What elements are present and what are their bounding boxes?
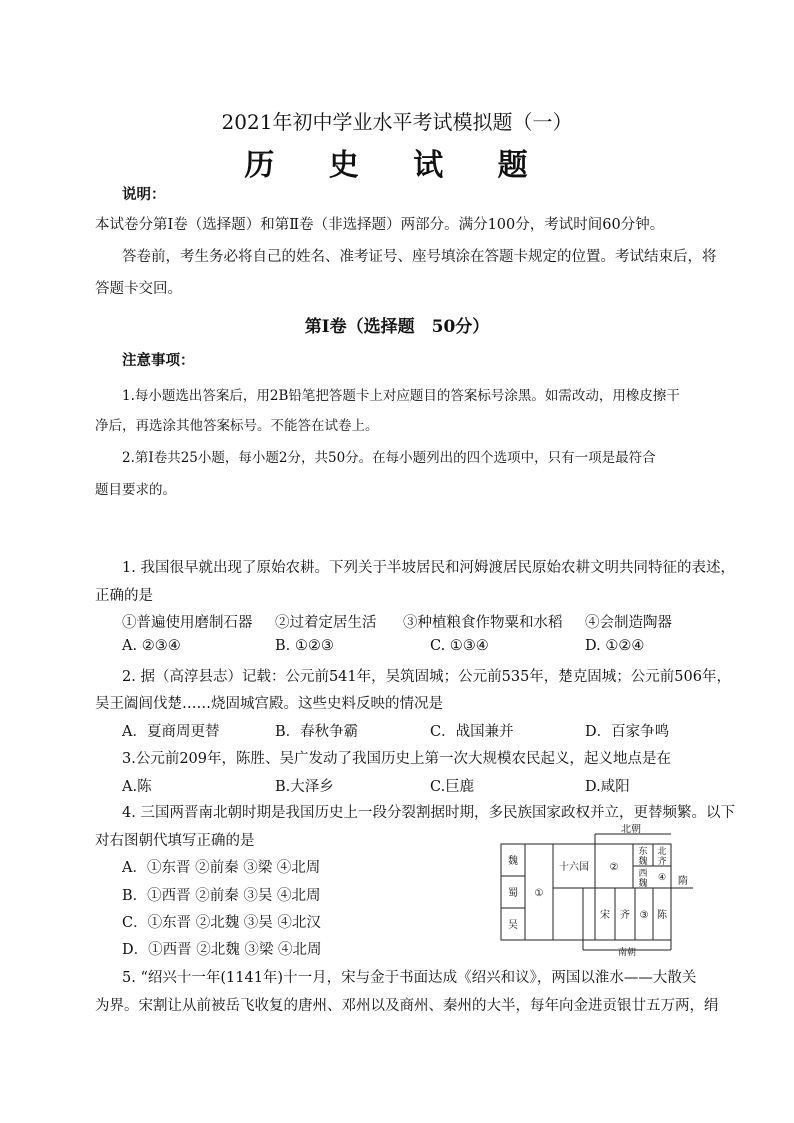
- q3-option-c[interactable]: C.巨鹿: [430, 779, 475, 795]
- q2-option-d[interactable]: D．百家争鸣: [585, 724, 670, 740]
- q4-option-b[interactable]: B．①西晋 ②前秦 ③吴 ④北周: [122, 888, 321, 904]
- q2-option-a[interactable]: A．夏商周更替: [122, 724, 220, 740]
- diagram-sui: 隋: [678, 876, 688, 887]
- q1-option-d[interactable]: D. ①②④: [585, 638, 645, 654]
- intro-line-1: 本试卷分第Ⅰ卷（选择题）和第Ⅱ卷（非选择题）两部分。满分100分，考试时间60分钟。: [95, 217, 665, 233]
- q4-option-a[interactable]: A．①东晋 ②前秦 ③梁 ④北周: [122, 860, 321, 876]
- q1-item-1: ①普遍使用磨制石器: [122, 615, 253, 631]
- q1-stem-1: 1. 我国很早就出现了原始农耕。下列关于半坡居民和河姆渡居民原始农耕文明共同特征的表述，: [122, 560, 735, 576]
- diagram-east-wei-2: 魏: [638, 857, 648, 867]
- dynasty-diagram: [495, 824, 705, 956]
- diagram-north-qi-2: 齐: [657, 857, 667, 867]
- diagram-sixteen-kingdoms: 十六国: [559, 862, 589, 873]
- q4-option-d[interactable]: D．①西晋 ②北魏 ③梁 ④北周: [122, 942, 322, 958]
- diagram-chen: 陈: [657, 910, 667, 921]
- diagram-north-label: 北朝: [621, 824, 641, 835]
- diagram-north-qi-1: 北: [657, 847, 667, 857]
- q2-option-b[interactable]: B．春秋争霸: [275, 724, 359, 740]
- note-1b: 净后，再选涂其他答案标号。不能答在试卷上。: [95, 418, 379, 434]
- diagram-wei: 魏: [508, 856, 518, 867]
- q1-option-b[interactable]: B. ①②③: [275, 638, 334, 654]
- diagram-east-wei-1: 东: [638, 847, 648, 857]
- diagram-song: 宋: [600, 910, 610, 921]
- intro-label: 说明：: [122, 186, 166, 203]
- diagram-shu: 蜀: [508, 888, 518, 899]
- q1-item-2: ②过着定居生活: [275, 615, 377, 631]
- diagram-south-label: 南朝: [617, 948, 637, 956]
- q1-option-a[interactable]: A. ②③④: [122, 638, 181, 654]
- q3-option-d[interactable]: D.咸阳: [585, 779, 630, 795]
- note-2a: 2.第Ⅰ卷共25小题，每小题2分，共50分。在每小题列出的四个选项中，只有一项是最符合: [122, 450, 656, 466]
- q1-option-c[interactable]: C. ①③④: [430, 638, 489, 654]
- q1-stem-2: 正确的是: [95, 588, 153, 604]
- q1-item-4: ④会制造陶器: [585, 615, 672, 631]
- intro-line-3: 答题卡交回。: [95, 281, 182, 297]
- diagram-slot-3: ③: [639, 910, 649, 921]
- diagram-slot-4: ④: [657, 873, 667, 883]
- q2-stem-1: 2. 据（高淳县志）记载：公元前541年，吴筑固城；公元前535年，楚克固城；公元前506年，: [122, 669, 731, 685]
- diagram-qi: 齐: [620, 910, 630, 921]
- exam-title: 2021年初中学业水平考试模拟题（一）: [221, 110, 573, 134]
- diagram-west-wei-2: 魏: [638, 879, 648, 889]
- q4-stem-2: 对右图朝代填写正确的是: [95, 833, 255, 849]
- diagram-wu: 吴: [508, 920, 518, 931]
- q4-option-c[interactable]: C．①东晋 ②北魏 ③吴 ④北汉: [122, 915, 321, 931]
- note-1a: 1.每小题选出答案后，用2B铅笔把答题卡上对应题目的答案标号涂黑。如需改动，用橡皮擦干: [122, 388, 680, 404]
- q5-stem-2: 为界。宋割让从前被岳飞收复的唐州、邓州以及商州、秦州的大半，每年向金进贡银廿五万两，绢: [95, 998, 719, 1014]
- diagram-slot-1: ①: [534, 888, 544, 899]
- q3-option-a[interactable]: A.陈: [122, 779, 152, 795]
- intro-line-2: 答卷前，考生务必将自己的姓名、准考证号、座号填涂在答题卡规定的位置。考试结束后，将: [122, 249, 717, 265]
- q5-stem-1: 5. “绍兴十一年(1141年)十一月，宋与金于书面达成《绍兴和议》，两国以淮水——大散关: [122, 970, 697, 986]
- note-2b: 题目要求的。: [95, 482, 176, 498]
- q4-stem-1: 4. 三国两晋南北朝时期是我国历史上一段分裂割据时期，多民族国家政权并立，更替频繁。以下: [122, 805, 735, 821]
- q2-stem-2: 吴王阖闾伐楚……烧固城宫殿。这些史料反映的情况是: [95, 696, 443, 712]
- section-title: 第Ⅰ卷（选择题 50分）: [304, 317, 490, 337]
- subject-title: 历 史 试 题: [244, 148, 550, 183]
- q3-stem-1: 3.公元前209年，陈胜、吴广发动了我国历史上第一次大规模农民起义，起义地点是在: [122, 751, 672, 767]
- q2-option-c[interactable]: C．战国兼并: [430, 724, 514, 740]
- diagram-slot-2: ②: [609, 862, 619, 873]
- notes-label: 注意事项：: [122, 352, 195, 369]
- q1-item-3: ③种植粮食作物粟和水稻: [403, 615, 563, 631]
- diagram-west-wei-1: 西: [638, 869, 648, 879]
- q3-option-b[interactable]: B.大泽乡: [275, 779, 334, 795]
